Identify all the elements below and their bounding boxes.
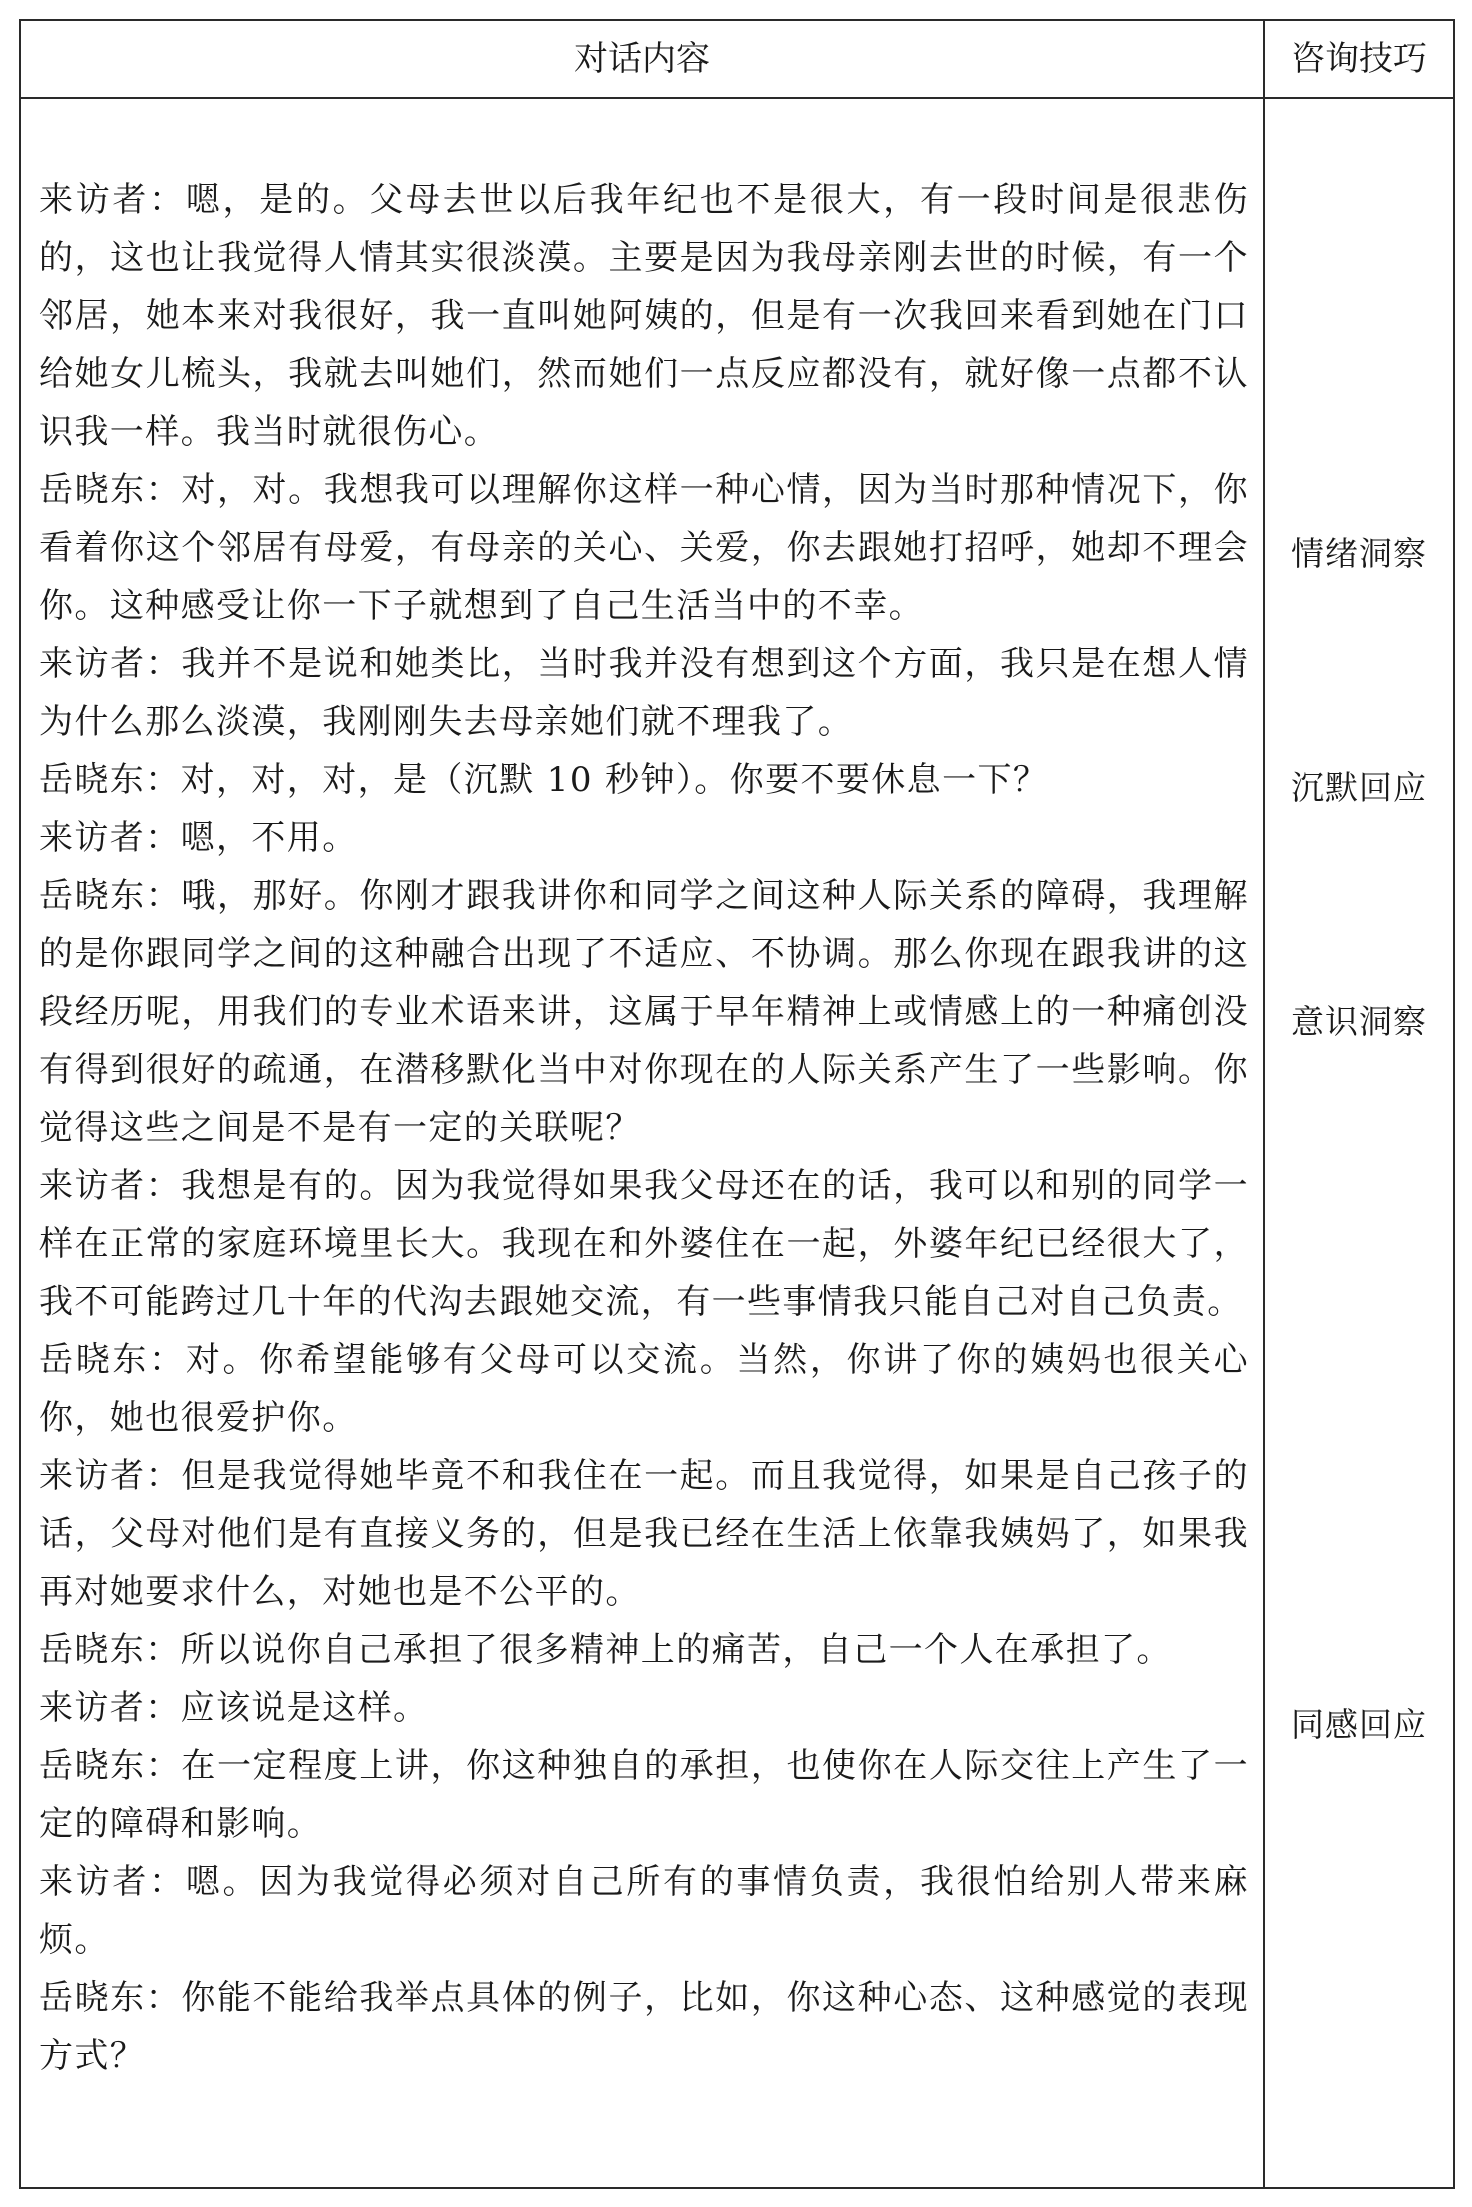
dialogue-turn-client: 来访者：嗯，是的。父母去世以后我年纪也不是很大，有一段时间是很悲伤的，这也让我觉得人情其实很淡漠。主要是因为我母亲刚去世的时候，有一个邻居，她本来对我很好，我一直叫她阿姨的，但是有一次我回来看到她在门口给她女儿梳头，我就去叫她们，然而她们一点反应都没有，就好像一点都不认识我一样。我当时就很伤心。 [39,180,1249,452]
dialogue-turn-counselor: 岳晓东：对，对，对，是（沉默 10 秒钟）。你要不要休息一下？ [39,760,1049,800]
dialogue-turn-client: 来访者：我想是有的。因为我觉得如果我父母还在的话，我可以和别的同学一样在正常的家庭环境里长大。我现在和外婆住在一起，外婆年纪已经很大了，我不可能跨过几十年的代沟去跟她交流，有一些事情我只能自己对自己负责。 [39,1166,1249,1322]
dialogue-column [39,171,1249,2085]
header-dialogue-content: 对话内容 [574,39,710,79]
header-counseling-skill: 咨询技巧 [1291,39,1427,79]
dialogue-turn-counselor: 岳晓东：对。你希望能够有父母可以交流。当然，你讲了你的姨妈也很关心你，她也很爱护你。 [39,1340,1249,1438]
dialogue-table [19,19,1455,2189]
dialogue-turn-client: 来访者：我并不是说和她类比，当时我并没有想到这个方面，我只是在想人情为什么那么淡漠，我刚刚失去母亲她们就不理我了。 [39,644,1249,742]
dialogue-turn-counselor: 岳晓东：对，对。我想我可以理解你这样一种心情，因为当时那种情况下，你看着你这个邻居有母爱，有母亲的关心、关爱，你去跟她打招呼，她却不理会你。这种感受让你一下子就想到了自己生活当中的不幸。 [39,470,1249,626]
dialogue-turn-client: 来访者：嗯，不用。 [39,818,358,858]
dialogue-turn-client: 来访者：但是我觉得她毕竟不和我住在一起。而且我觉得，如果是自己孩子的话，父母对他们是有直接义务的，但是我已经在生活上依靠我姨妈了，如果我再对她要求什么，对她也是不公平的。 [39,1456,1249,1612]
dialogue-turn-counselor: 岳晓东：你能不能给我举点具体的例子，比如，你这种心态、这种感觉的表现方式？ [39,1978,1249,2076]
column-divider [1263,21,1265,2187]
skill-label-awareness-insight: 意识洞察 [1291,1002,1427,1041]
dialogue-turn-client: 来访者：应该说是这样。 [39,1688,429,1728]
dialogue-turn-client: 来访者：嗯。因为我觉得必须对自己所有的事情负责，我很怕给别人带来麻烦。 [39,1862,1249,1960]
dialogue-turn-counselor: 岳晓东：在一定程度上讲，你这种独自的承担，也使你在人际交往上产生了一定的障碍和影响。 [39,1746,1249,1844]
skill-label-emotion-insight: 情绪洞察 [1291,534,1427,573]
dialogue-turn-counselor: 岳晓东：哦，那好。你刚才跟我讲你和同学之间这种人际关系的障碍，我理解的是你跟同学之间的这种融合出现了不适应、不协调。那么你现在跟我讲的这段经历呢，用我们的专业术语来讲，这属于早年精神上或情感上的一种痛创没有得到很好的疏通，在潜移默化当中对你现在的人际关系产生了一些影响。你觉得这些之间是不是有一定的关联呢？ [39,876,1249,1148]
dialogue-turn-counselor: 岳晓东：所以说你自己承担了很多精神上的痛苦，自己一个人在承担了。 [39,1630,1172,1670]
skill-label-empathy-response: 同感回应 [1291,1705,1427,1744]
table-header-row [21,21,1453,99]
skill-label-silent-response: 沉默回应 [1291,768,1427,807]
